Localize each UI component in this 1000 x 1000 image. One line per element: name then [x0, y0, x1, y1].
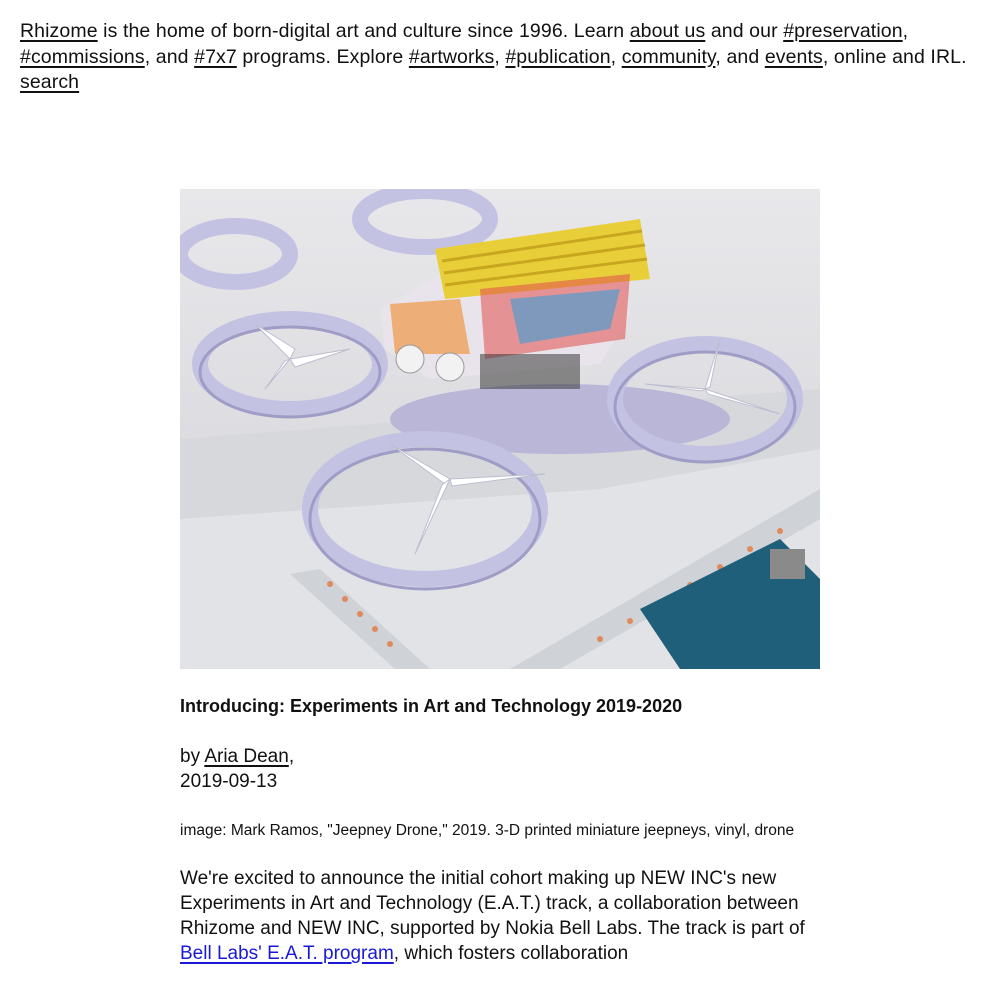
byline-prefix: by	[180, 746, 205, 767]
article	[180, 189, 820, 966]
preservation-link[interactable]: #preservation	[783, 20, 903, 42]
intro-text: ,	[610, 45, 622, 68]
intro-text: programs. Explore	[236, 45, 409, 68]
intro-text: is the home of born-digital art and culture since 1996. Learn	[97, 20, 630, 42]
intro-text: and our	[705, 20, 784, 42]
artworks-link[interactable]: #artworks	[408, 45, 495, 68]
intro-text: , online and IRL.	[822, 45, 967, 68]
article-title: Introducing: Experiments in Art and Technology 2019-2020	[180, 696, 683, 716]
article-date: 2019-09-13	[180, 771, 278, 792]
bell-labs-eat-link[interactable]: Bell Labs' E.A.T. program	[180, 943, 394, 964]
events-link[interactable]: events	[764, 45, 823, 68]
publication-link[interactable]: #publication	[505, 45, 611, 68]
drone-illustration	[180, 189, 820, 669]
site-intro	[20, 19, 970, 96]
body-text: , which fosters collaboration	[393, 943, 629, 964]
intro-text: ,	[494, 45, 506, 68]
intro-text: , and	[144, 45, 195, 68]
byline-suffix: ,	[288, 746, 295, 767]
search-link[interactable]: search	[20, 71, 80, 93]
article-byline	[180, 744, 820, 794]
intro-text: , and	[715, 45, 765, 68]
article-hero-image	[180, 189, 820, 669]
author-link[interactable]: Aria Dean	[204, 746, 289, 767]
article-body	[180, 866, 820, 966]
community-link[interactable]: community	[621, 45, 716, 68]
rhizome-link[interactable]: Rhizome	[20, 20, 98, 42]
7x7-link[interactable]: #7x7	[194, 45, 237, 68]
body-text: We're excited to announce the initial cohort making up NEW INC's new Experiments in Art and Technology (E.A.T.) track, a collaboration between Rhizome and NEW INC, supported by Nokia Bell Labs. The track is part of	[180, 868, 805, 939]
commissions-link[interactable]: #commissions	[20, 45, 145, 68]
about-us-link[interactable]: about us	[629, 20, 706, 42]
intro-text: ,	[902, 20, 909, 42]
image-caption: image: Mark Ramos, "Jeepney Drone," 2019. 3-D printed miniature jeepneys, vinyl, drone	[180, 822, 795, 839]
